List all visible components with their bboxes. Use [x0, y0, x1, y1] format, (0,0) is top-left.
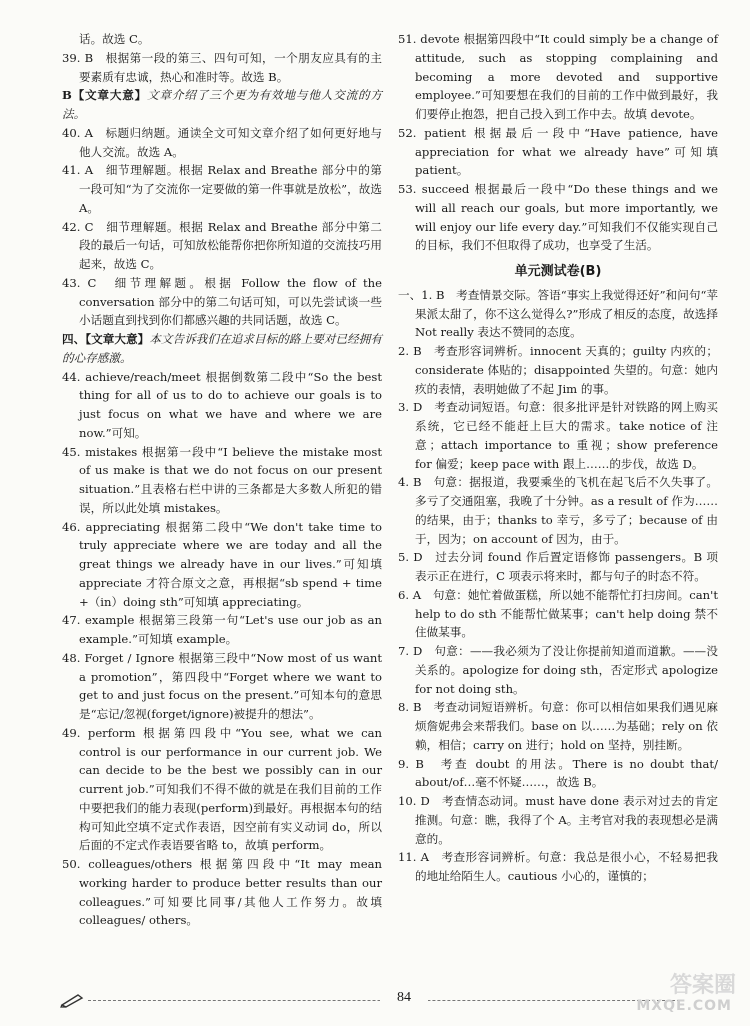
page-number: 84 [380, 990, 428, 1006]
paragraph: 8. B 考查动词短语辨析。句意：你可以相信如果我们遇见麻烦詹妮弗会来帮我们。base on 以……为基础；rely on 依赖，相信；carry on 进行；hold on 坚持，别挂断。 [398, 700, 718, 752]
paragraph: 9. B 考查 doubt 的用法。There is no doubt that/ about/of…毫不怀疑……，故选 B。 [398, 756, 718, 790]
paragraph: 6. A 句意：她忙着做蛋糕，所以她不能帮忙打扫房间。can't help to do sth 不能帮忙做某事；can't help doing 禁不住做某事。 [398, 587, 718, 640]
paragraph: 43. C 细节理解题。根据 Follow the flow of the conversation 部分中的第二句话可知，可以先尝试谈一些小话题直到找到你们都感兴趣的共同话题，故选 C。 [62, 275, 382, 328]
section-heading: 单元测试卷(B) [514, 264, 602, 279]
paragraph: 40. A 标题归纳题。通读全文可知文章介绍了如何更好地与他人交流。故选 A。 [62, 125, 382, 159]
paragraph: 45. mistakes 根据第一段中“I believe the mistake most of us make is that we do not focus on our present situation.”且表格右栏中讲的三条都是大多数人所犯的错误，所以此处填 mistakes。 [62, 444, 382, 515]
paragraph: 49. perform 根据第四段中“You see, what we can control is our performance in our current job. We can decide to be the best we possibly can in our current job.”可知我们不得不做的就是在我们目前的工作中要把我们的能力表现(perform)到最好。再根据本句的结构可知此空填不定式作表语，因空前有实义动词 do，所以后面的不定式作表语要省略 to，故填 perform。 [62, 725, 382, 853]
paragraph: 3. D 考查动词短语。句意：很多批评是针对铁路的网上购买系统，它已经不能赶上巨大的需求。take notice of 注意；attach importance to 重视；show preference for 偏爱；keep pace with 跟上……的步伐，故选 D。 [398, 400, 718, 471]
summary-tag: 四、【文章大意】 [62, 332, 150, 346]
paragraph: 46. appreciating 根据第二段中“We don't take time to truly appreciate where we are today and all the great things we already have in our lives.”可知填 appreciate 才符合原文之意，再根据“sb spend + time +（in）doing sth”可知填 appreciating。 [62, 519, 382, 609]
summary-text: 文章介绍了三个更为有效地与他人交流的方法。 [62, 88, 382, 121]
paragraph: 53. succeed 根据最后一段中“Do these things and we will all reach our goals, but more importantly, we will enjoy our life every day.”可知我们不仅能实现自己的目标，我们不但取得了成功，也享受了生活。 [398, 182, 718, 253]
section-summary [62, 86, 382, 124]
paragraph: 52. patient 根据最后一段中“Have patience, have appreciation for what we already have”可知填 patient。 [398, 125, 718, 178]
summary-tag: B【文章大意】 [62, 88, 148, 103]
paragraph: 50. colleagues/others 根据第四段中“It may mean working harder to produce better results than our colleagues.”可知要比同事/其他人工作努力。故填 colleagues/ others。 [62, 857, 382, 928]
paragraph: 41. A 细节理解题。根据 Relax and Breathe 部分中的第一段可知“为了交流你一定要做的第一件事就是放松”，故选 A。 [62, 163, 382, 215]
watermark-url: MXQE.COM [636, 998, 732, 1014]
paragraph: 48. Forget / Ignore 根据第三段中“Now most of us want a promotion”，第四段中“Forget where we want to get to and just focus on the present.”可知本句的意思是“忘记/忽视(forget/ignore)被提升的想法”。 [62, 650, 382, 721]
paragraph: 一、1. B 考查情景交际。答语“事实上我觉得还好”和问句“苹果派太甜了，你不这么觉得么?”形成了相反的态度，故选择 Not really 表达不赞同的态度。 [398, 287, 718, 340]
paragraph: 44. achieve/reach/meet 根据倒数第二段中“So the best thing for all of us to do to achieve our goals is to just focus on what we have and where we are now.”可知。 [62, 369, 382, 440]
paragraph: 51. devote 根据第四段中“It could simply be a change of attitude, such as stopping complaining and becoming a more devoted and supportive employee.”可知要想在我们的目前的工作中做到最好，我们要停止抱怨，把自己投入到工作中去。故填 devote。 [398, 32, 718, 121]
watermark-logo: 答案圈 [669, 973, 736, 998]
summary-text: 本文告诉我们在追求目标的路上要对已经拥有的心存感激。 [62, 332, 382, 365]
paragraph: 39. B 根据第一段的第三、四句可知，一个朋友应具有的主要素质有忠诚，热心和准时等。故选 B。 [62, 50, 382, 84]
paragraph: 7. D 句意：——我必须为了没让你提前知道而道歉。——没关系的。apologize for doing sth，否定形式 apologize for not doing sth。 [398, 644, 718, 696]
paragraph: 话。故选 C。 [79, 32, 150, 46]
paragraph: 10. D 考查情态动词。must have done 表示对过去的肯定推测。句意：瞧，我得了个 A。主考官对我的表现想必是满意的。 [398, 794, 718, 846]
paragraph: 4. B 句意：据报道，我要乘坐的飞机在起飞后不久失事了。多亏了交通阻塞，我晚了十分钟。as a result of 作为……的结果，由于；thanks to 幸亏，多亏了；because of 由于，因为；on account of 因为，由于。 [398, 475, 718, 546]
right-column [398, 30, 718, 886]
section-summary [62, 330, 382, 368]
page-footer [60, 990, 720, 1014]
paragraph: 5. D 过去分词 found 作后置定语修饰 passengers。B 项表示正在进行，C 项表示将来时，都与句子的时态不符。 [398, 550, 718, 583]
pen-icon [60, 992, 86, 1012]
left-column [62, 30, 382, 930]
paragraph: 47. example 根据第三段第一句“Let's use our job as an example.”可知填 example。 [62, 613, 382, 646]
paragraph: 2. B 考查形容词辨析。innocent 天真的；guilty 内疚的；considerate 体贴的；disappointed 失望的。句意：她内疚的表情，表明她做了不起 Jim 的事。 [398, 344, 718, 396]
paragraph: 11. A 考查形容词辨析。句意：我总是很小心，不轻易把我的地址给陌生人。cautious 小心的，谨慎的； [398, 850, 718, 883]
paragraph: 42. C 细节理解题。根据 Relax and Breathe 部分中第二段的最后一句话，可知放松能帮你把你所知道的交流技巧用起来，故选 C。 [62, 219, 382, 271]
